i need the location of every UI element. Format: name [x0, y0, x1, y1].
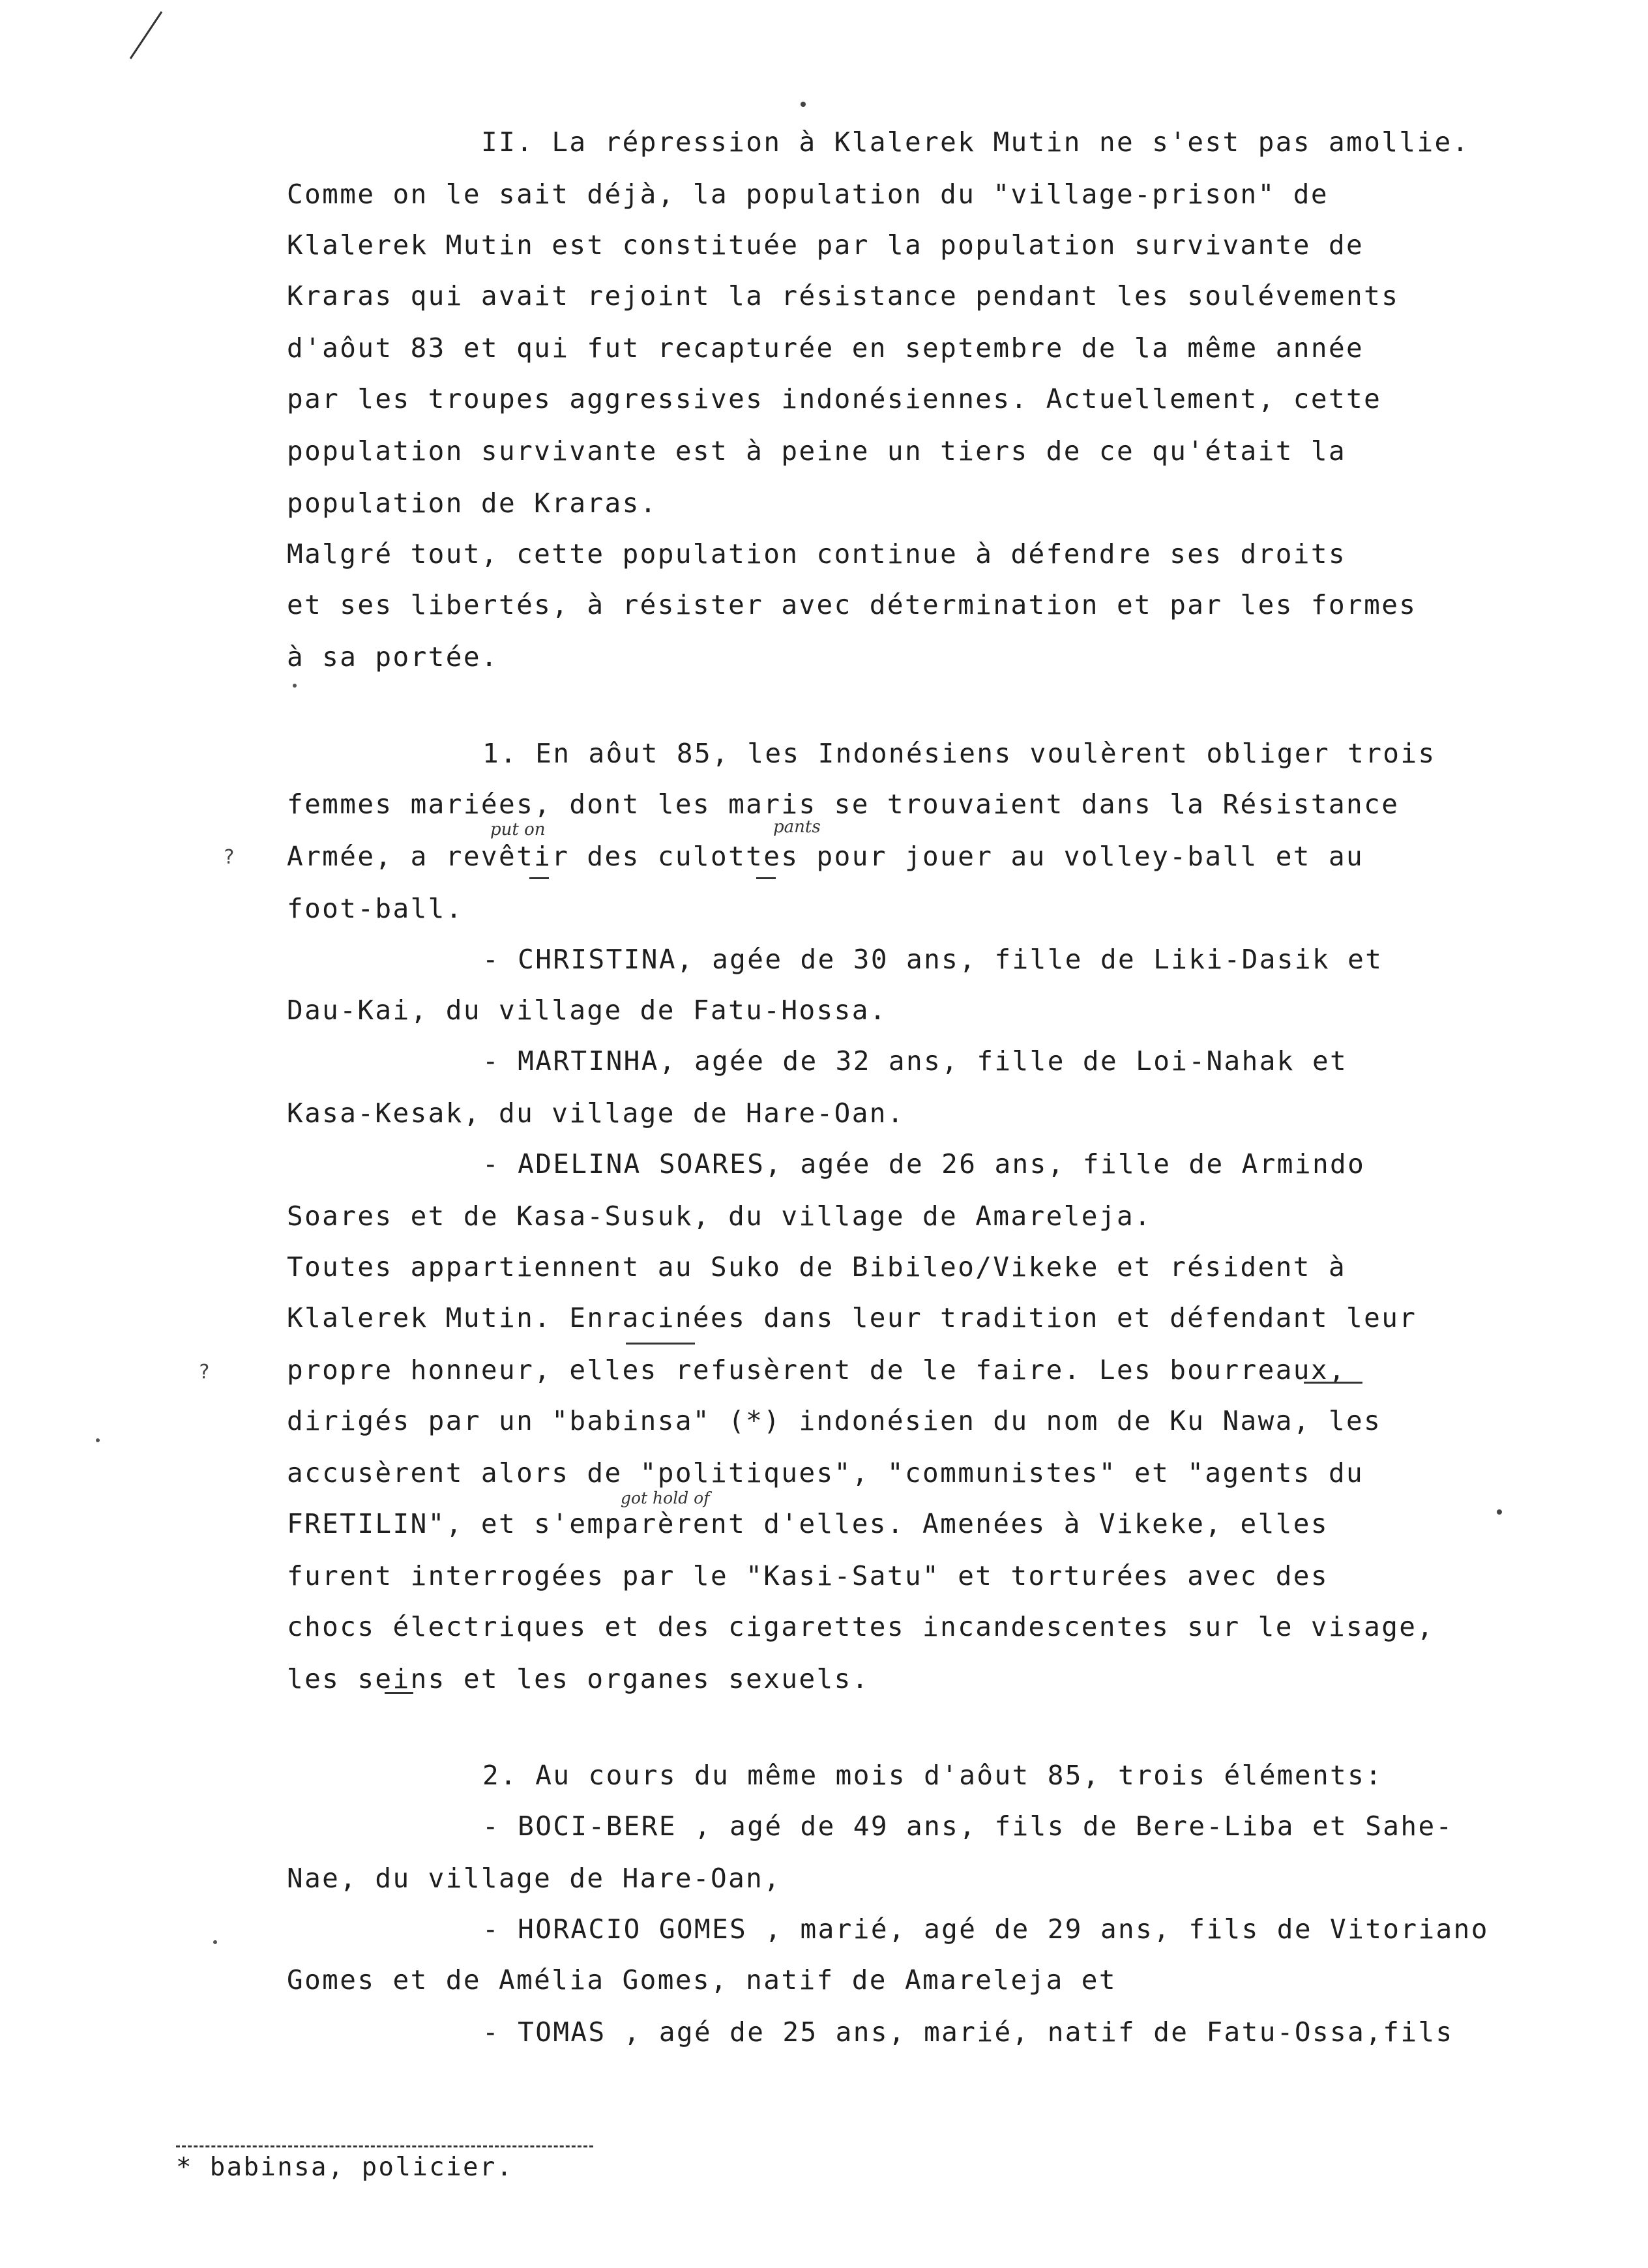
margin-question-mark: ?	[198, 1361, 211, 1384]
handwritten-underline	[385, 1692, 413, 1694]
section-heading-line: II. La répression à Klalerek Mutin ne s'est pas amollie.	[481, 126, 1470, 158]
text-line: femmes mariées, dont les maris se trouvaient dans la Résistance	[287, 789, 1400, 820]
text-line: à sa portée.	[287, 641, 499, 673]
list-item-line: - ADELINA SOARES, agée de 26 ans, fille de Armindo	[482, 1148, 1366, 1180]
footnote: * babinsa, policier.	[176, 2153, 514, 2182]
text-line: et ses libertés, à résister avec détermination et par les formes	[287, 589, 1417, 620]
text-line: furent interrogées par le "Kasi-Satu" et torturées avec des	[287, 1560, 1329, 1592]
text-line: Nae, du village de Hare-Oan,	[287, 1863, 782, 1894]
pen-stroke-mark	[130, 12, 162, 59]
numbered-paragraph-line: 1. En aôut 85, les Indonésiens voulèrent obliger trois	[482, 738, 1436, 769]
text-line: propre honneur, elles refusèrent de le faire. Les bourreaux,	[287, 1354, 1347, 1386]
text-line: Malgré tout, cette population continue à défendre ses droits	[287, 538, 1347, 570]
handwritten-annotation: got hold of	[621, 1489, 710, 1507]
text-line: Comme on le sait déjà, la population du "village-prison" de	[287, 179, 1329, 210]
handwritten-underline	[529, 877, 549, 879]
handwritten-underline	[1304, 1382, 1362, 1384]
text-line: Klalerek Mutin est constituée par la population survivante de	[287, 229, 1364, 261]
text-line: population survivante est à peine un tiers de ce qu'était la	[287, 435, 1347, 467]
list-item-line: - CHRISTINA, agée de 30 ans, fille de Liki-Dasik et	[482, 944, 1383, 975]
text-line: Kasa-Kesak, du village de Hare-Oan.	[287, 1098, 905, 1129]
text-line: FRETILIN", et s'emparèrent d'elles. Amenées à Vikeke, elles	[287, 1508, 1329, 1539]
speck-mark	[293, 684, 297, 688]
text-line: foot-ball.	[287, 893, 464, 924]
text-line: Gomes et de Amélia Gomes, natif de Amareleja et	[287, 1964, 1117, 1996]
handwritten-underline	[756, 877, 776, 879]
speck-mark	[1497, 1509, 1502, 1515]
text-line: dirigés par un "babinsa" (*) indonésien du nom de Ku Nawa, les	[287, 1405, 1382, 1436]
list-item-line: - BOCI-BERE , agé de 49 ans, fils de Bere-Liba et Sahe-	[482, 1810, 1454, 1842]
handwritten-annotation: put on	[490, 820, 546, 839]
text-line: par les troupes aggressives indonésiennes. Actuellement, cette	[287, 383, 1382, 414]
list-item-line: - MARTINHA, agée de 32 ans, fille de Loi-Nahak et	[482, 1045, 1348, 1077]
text-line: Toutes appartiennent au Suko de Bibileo/Vikeke et résident à	[287, 1251, 1347, 1283]
margin-question-mark: ?	[223, 846, 235, 869]
text-line: d'aôut 83 et qui fut recapturée en septembre de la même année	[287, 332, 1364, 364]
text-line: Kraras qui avait rejoint la résistance pendant les soulévements	[287, 280, 1400, 312]
speck-mark	[213, 1940, 217, 1944]
text-line: les seins et les organes sexuels.	[287, 1663, 870, 1694]
footnote-separator	[176, 2145, 593, 2147]
text-line: Dau-Kai, du village de Fatu-Hossa.	[287, 995, 887, 1026]
list-item-line: - TOMAS , agé de 25 ans, marié, natif de Fatu-Ossa,fils	[482, 2016, 1454, 2048]
text-line: accusèrent alors de "politiques", "communistes" et "agents du	[287, 1457, 1364, 1489]
text-line: population de Kraras.	[287, 487, 658, 519]
text-line: Soares et de Kasa-Susuk, du village de Amareleja.	[287, 1200, 1153, 1232]
numbered-paragraph-line: 2. Au cours du même mois d'aôut 85, trois éléments:	[482, 1760, 1383, 1791]
list-item-line: - HORACIO GOMES , marié, agé de 29 ans, fils de Vitoriano	[482, 1913, 1489, 1945]
speck-mark	[801, 102, 806, 107]
handwritten-underline	[626, 1343, 695, 1345]
handwritten-annotation: pants	[773, 817, 821, 837]
text-line: Klalerek Mutin. Enracinées dans leur tradition et défendant leur	[287, 1302, 1417, 1333]
text-line: Armée, a revêtir des culottes pour jouer au volley-ball et au	[287, 841, 1364, 872]
text-line: chocs électriques et des cigarettes incandescentes sur le visage,	[287, 1611, 1435, 1642]
speck-mark	[96, 1438, 100, 1442]
